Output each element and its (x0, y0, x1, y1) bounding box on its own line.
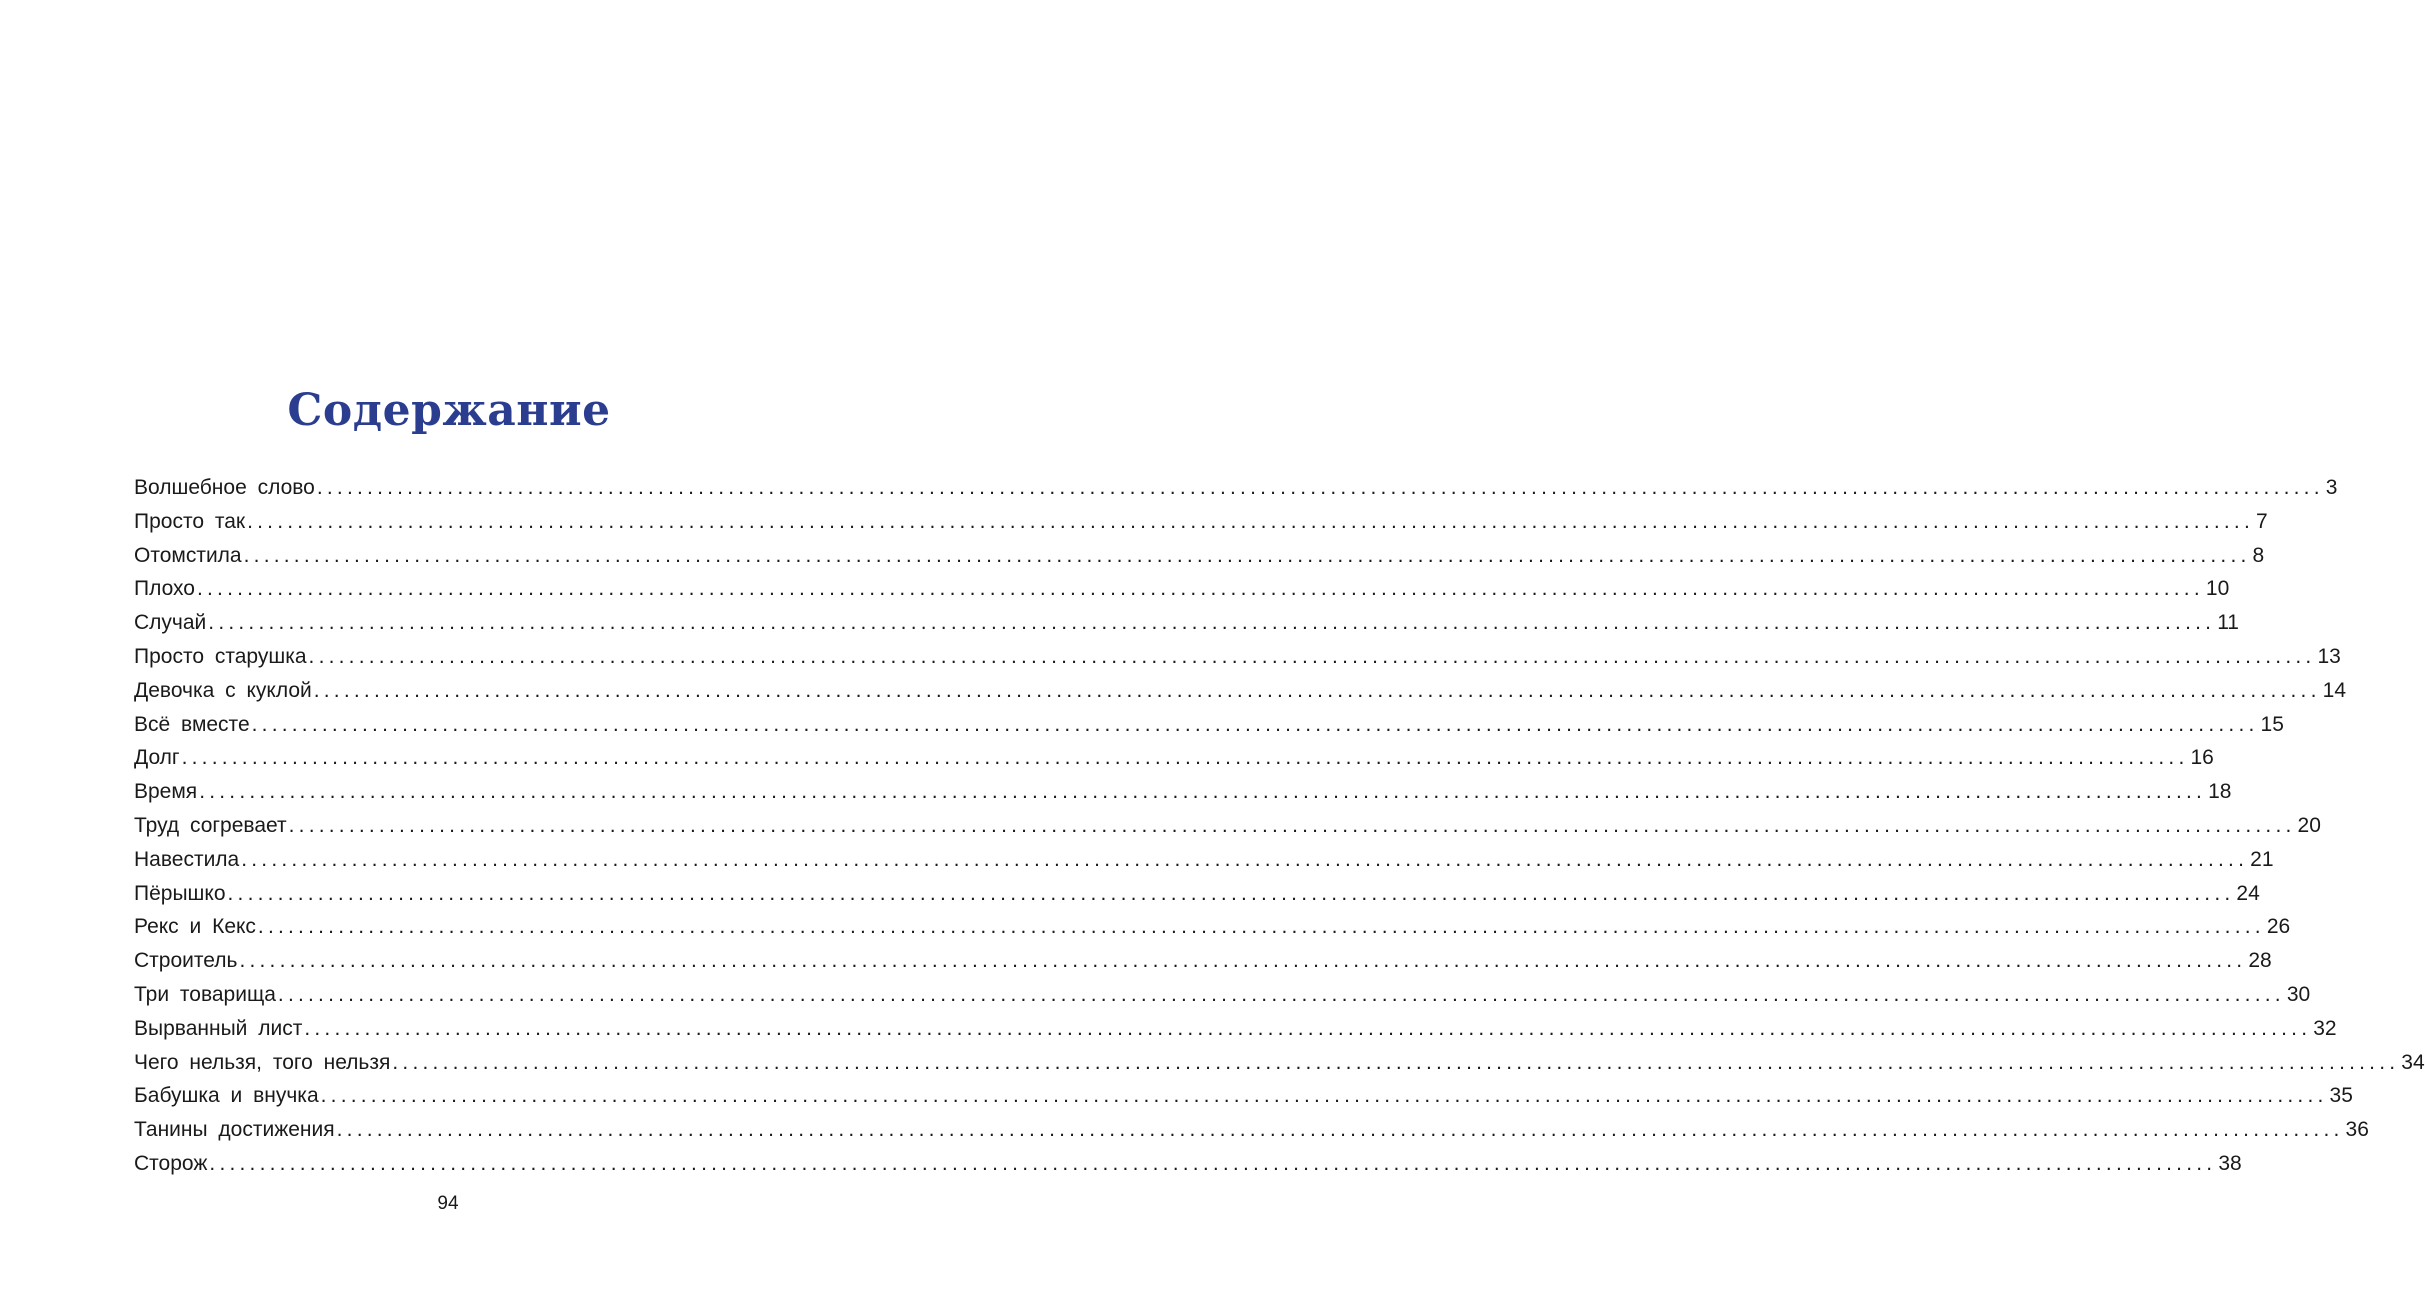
dot-leader: ........................................................................................................................................................................................................ (313, 678, 2321, 702)
toc-entry[interactable] (134, 746, 2214, 780)
toc-entry-page: 30 (2286, 982, 2311, 1006)
toc-entry-page: 3 (2325, 476, 2338, 499)
toc-entry[interactable] (134, 1151, 2242, 1186)
toc-entry-page: 24 (2236, 881, 2260, 905)
toc-entry[interactable] (134, 881, 2260, 916)
toc-entry-page: 8 (2252, 543, 2265, 567)
table-of-contents (134, 476, 2425, 1186)
dot-leader: ........................................................................................................................................................................................................ (308, 644, 2316, 668)
toc-entry[interactable] (134, 1016, 2337, 1051)
toc-entry-page: 28 (2248, 949, 2272, 973)
toc-entry[interactable] (134, 847, 2274, 882)
toc-entry-title: Просто старушка (134, 644, 307, 668)
toc-entry-title: Девочка с куклой (134, 678, 312, 702)
toc-entry-page: 18 (2208, 780, 2232, 804)
dot-leader: ........................................................................................................................................................................................................ (199, 780, 2207, 804)
toc-entry-page: 32 (2313, 1016, 2337, 1040)
dot-leader: ........................................................................................................................................................................................................ (181, 746, 2189, 770)
dot-leader: ........................................................................................................................................................................................................ (209, 1151, 2217, 1175)
toc-entry[interactable] (134, 577, 2230, 611)
dot-leader: ........................................................................................................................................................................................................ (304, 1016, 2312, 1040)
toc-entry-page: 36 (2345, 1118, 2369, 1142)
toc-entry-title: Вырванный лист (134, 1016, 303, 1040)
toc-entry[interactable] (134, 611, 2239, 645)
toc-entry-title: Пёрышко (134, 881, 226, 905)
dot-leader: ........................................................................................................................................................................................................ (320, 1084, 2328, 1108)
toc-entry[interactable] (134, 780, 2232, 814)
toc-entry-page: 35 (2329, 1084, 2353, 1108)
toc-entry-page: 26 (2266, 915, 2291, 939)
toc-entry-title: Долг (134, 746, 180, 770)
toc-entry-title: Труд согревает (134, 813, 287, 837)
toc-entry-title: Случай (134, 611, 207, 635)
toc-entry-title: Навестила (134, 847, 240, 871)
toc-entry-title: Три товарища (134, 982, 276, 1006)
toc-entry[interactable] (134, 1118, 2369, 1152)
toc-entry[interactable] (134, 949, 2272, 983)
dot-leader: ........................................................................................................................................................................................................ (288, 813, 2296, 837)
page-title: Содержание (287, 385, 611, 436)
dot-leader: ........................................................................................................................................................................................................ (243, 543, 2251, 567)
toc-entry-page: 38 (2218, 1151, 2242, 1175)
toc-entry-title: Всё вместе (134, 712, 250, 736)
toc-entry[interactable] (134, 509, 2268, 544)
toc-entry[interactable] (134, 1050, 2425, 1085)
toc-entry-page: 14 (2322, 678, 2346, 702)
toc-entry-page: 15 (2260, 712, 2284, 736)
toc-entry-page: 34 (2401, 1050, 2425, 1074)
dot-leader: ........................................................................................................................................................................................................ (208, 611, 2216, 635)
toc-entry-page: 11 (2217, 611, 2239, 635)
dot-leader: ........................................................................................................................................................................................................ (196, 577, 2204, 601)
toc-entry[interactable] (134, 476, 2338, 510)
dot-leader: ........................................................................................................................................................................................................ (241, 847, 2249, 871)
dot-leader: ........................................................................................................................................................................................................ (251, 712, 2259, 736)
toc-entry-page: 7 (2256, 509, 2268, 533)
toc-entry-title: Отомстила (134, 543, 242, 567)
toc-entry-page: 10 (2205, 577, 2230, 601)
toc-entry-title: Волшебное слово (134, 476, 315, 499)
toc-entry[interactable] (134, 813, 2321, 848)
toc-entry-title: Сторож (134, 1151, 208, 1175)
toc-entry[interactable] (134, 543, 2265, 578)
toc-entry-page: 21 (2250, 847, 2274, 871)
dot-leader: ........................................................................................................................................................................................................ (247, 509, 2255, 533)
toc-entry-title: Чего нельзя, того нельзя (134, 1050, 391, 1074)
dot-leader: ........................................................................................................................................................................................................ (336, 1118, 2344, 1142)
dot-leader: ........................................................................................................................................................................................................ (257, 915, 2265, 939)
toc-entry[interactable] (134, 915, 2291, 949)
toc-entry-page: 20 (2297, 813, 2321, 837)
toc-entry[interactable] (134, 1084, 2353, 1118)
toc-entry-title: Плохо (134, 577, 195, 601)
dot-leader: ........................................................................................................................................................................................................ (239, 949, 2247, 973)
toc-entry-title: Танины достижения (134, 1118, 335, 1142)
toc-entry[interactable] (134, 712, 2284, 747)
toc-entry-title: Строитель (134, 949, 238, 973)
toc-entry-title: Рекс и Кекс (134, 915, 256, 939)
toc-entry-title: Время (134, 780, 198, 804)
toc-entry-page: 13 (2317, 644, 2341, 668)
toc-entry-title: Просто так (134, 509, 246, 533)
page-number: 94 (437, 1193, 459, 1214)
toc-entry-page: 16 (2190, 746, 2214, 770)
dot-leader: ........................................................................................................................................................................................................ (392, 1050, 2400, 1074)
dot-leader: ........................................................................................................................................................................................................ (227, 881, 2235, 905)
dot-leader: ........................................................................................................................................................................................................ (316, 476, 2324, 499)
toc-entry-title: Бабушка и внучка (134, 1084, 319, 1108)
toc-entry[interactable] (134, 982, 2311, 1017)
dot-leader: ........................................................................................................................................................................................................ (277, 982, 2285, 1006)
toc-entry[interactable] (134, 644, 2341, 679)
toc-entry[interactable] (134, 678, 2346, 713)
